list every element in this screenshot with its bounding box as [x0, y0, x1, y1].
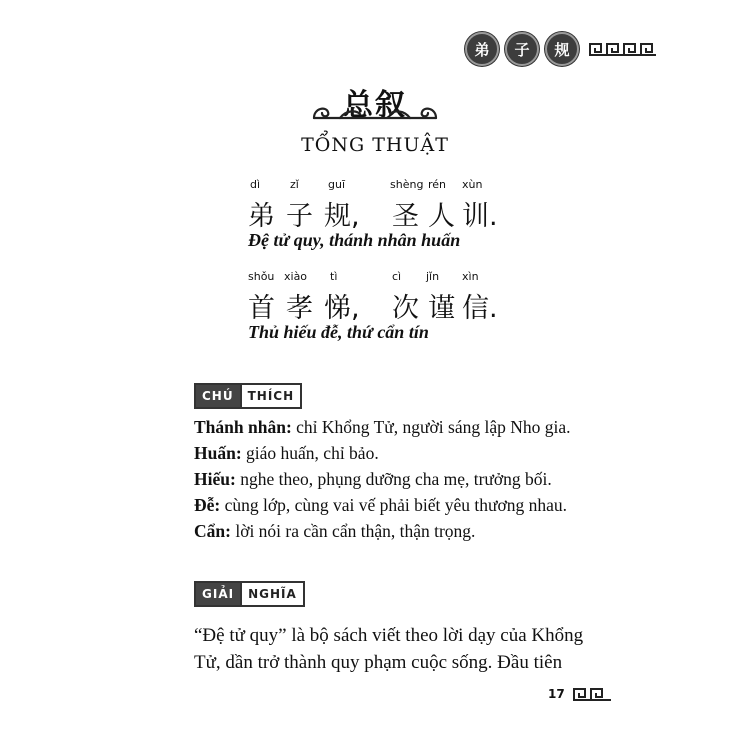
- verse-1: [248, 178, 548, 258]
- title-chinese: 总叙: [343, 88, 407, 123]
- hanzi: 悌,: [324, 293, 360, 324]
- section-label-part1: CHÚ: [196, 385, 240, 407]
- fret-pattern-icon: [573, 687, 613, 701]
- pinyin: xiào: [284, 270, 308, 283]
- hanzi: 人: [428, 201, 455, 232]
- pinyin: xùn: [462, 178, 483, 191]
- note-text: giáo huấn, chỉ bảo.: [241, 443, 379, 463]
- page-footer: [548, 687, 613, 701]
- notes-section-label: [194, 383, 302, 409]
- hanzi: 训.: [462, 201, 498, 232]
- note-item: [194, 440, 594, 466]
- note-text: nghe theo, phụng dưỡng cha mẹ, trưởng bối.: [235, 469, 552, 489]
- hanzi: 规,: [324, 201, 360, 232]
- note-item: [194, 518, 594, 544]
- meaning-paragraph: “Đệ tử quy” là bộ sách viết theo lời dạy của Khổng Tử, dần trở thành quy phạm cuộc sống. Đầu tiên: [194, 625, 584, 673]
- note-term: Cẩn:: [194, 521, 231, 541]
- section-label-part1: GIẢI: [196, 583, 240, 605]
- notes-list: [194, 414, 594, 544]
- hanzi: 次: [392, 293, 419, 324]
- header-badge-1: 弟: [465, 32, 499, 66]
- verse-2: [248, 270, 548, 350]
- header-badge-2: 子: [505, 32, 539, 66]
- header-badge-3: 规: [545, 32, 579, 66]
- note-term: Đễ:: [194, 495, 221, 515]
- pinyin: xìn: [462, 270, 479, 283]
- hanzi: 子: [286, 201, 313, 232]
- scroll-ornament-icon: [310, 98, 440, 124]
- header-badges: [465, 32, 657, 66]
- verse-translation: Thủ hiếu đễ, thứ cẩn tín: [248, 322, 429, 342]
- hanzi: 谨: [428, 293, 455, 324]
- page-number: 17: [548, 687, 565, 701]
- section-label-part2: THÍCH: [240, 385, 301, 407]
- pinyin: cì: [392, 270, 402, 283]
- pinyin: zǐ: [290, 178, 299, 191]
- pinyin: jǐn: [426, 270, 440, 283]
- note-text: chỉ Khổng Tử, người sáng lập Nho gia.: [291, 417, 571, 437]
- fret-pattern-icon: [589, 42, 657, 56]
- section-label-part2: NGHĨA: [240, 583, 303, 605]
- title-vietnamese: TỔNG THUẬT: [301, 134, 449, 156]
- hanzi: 圣: [392, 201, 419, 232]
- note-item: [194, 414, 594, 440]
- note-text: lời nói ra cần cẩn thận, thận trọng.: [230, 521, 476, 541]
- note-term: Hiếu:: [194, 469, 236, 489]
- note-term: Huấn:: [194, 443, 242, 463]
- note-term: Thánh nhân:: [194, 417, 292, 437]
- pinyin: dì: [250, 178, 261, 191]
- pinyin: shǒu: [248, 270, 275, 283]
- meaning-section-label: [194, 581, 305, 607]
- hanzi: 孝: [286, 293, 313, 324]
- pinyin: shèng: [390, 178, 424, 191]
- note-text: cùng lớp, cùng vai vế phải biết yêu thương nhau.: [220, 495, 568, 515]
- verse-translation: Đệ tử quy, thánh nhân huấn: [248, 230, 461, 250]
- pinyin: rén: [428, 178, 447, 191]
- note-item: [194, 492, 594, 518]
- pinyin: tì: [330, 270, 338, 283]
- pinyin: guī: [328, 178, 346, 191]
- hanzi: 弟: [248, 201, 275, 232]
- note-item: [194, 466, 594, 492]
- hanzi: 首: [248, 293, 275, 324]
- hanzi: 信.: [462, 293, 498, 324]
